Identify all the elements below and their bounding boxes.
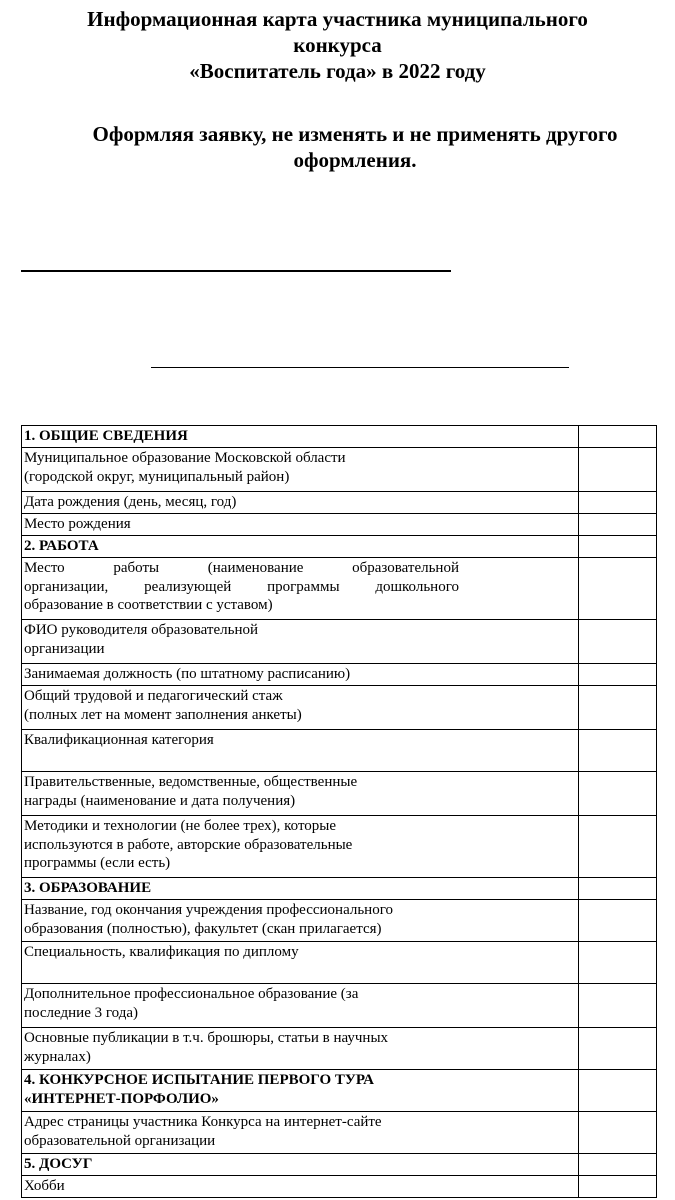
section-row — [22, 426, 657, 448]
field-label — [22, 984, 579, 1028]
field-label — [22, 1028, 579, 1070]
table-row — [22, 558, 657, 620]
label-line: Занимаемая должность (по штатному расписанию) — [24, 666, 351, 682]
table-row — [22, 1176, 657, 1198]
label-line: награды (наименование и дата получения) — [24, 792, 296, 809]
value-cell[interactable] — [579, 1176, 657, 1198]
notice-line: Оформляя заявку, не изменять и не применять другого — [92, 122, 618, 146]
value-cell[interactable] — [579, 1154, 657, 1176]
table-row — [22, 448, 657, 492]
value-cell[interactable] — [579, 1070, 657, 1112]
label-line: программы (если есть) — [24, 855, 171, 871]
label-line: 3. ОБРАЗОВАНИЕ — [24, 880, 152, 896]
label-line: Дополнительное профессиональное образование (за — [24, 986, 359, 1002]
value-cell[interactable] — [579, 492, 657, 514]
value-cell[interactable] — [579, 514, 657, 536]
value-cell[interactable] — [579, 942, 657, 984]
section-heading — [22, 536, 579, 558]
table-row — [22, 686, 657, 730]
label-line: образовательной организации — [24, 1132, 216, 1149]
value-cell[interactable] — [579, 816, 657, 878]
title-line: конкурса — [293, 33, 382, 57]
value-cell[interactable] — [579, 984, 657, 1028]
value-cell[interactable] — [579, 620, 657, 664]
label-line: 5. ДОСУГ — [24, 1156, 93, 1172]
label-line: используются в работе, авторские образовательные — [24, 836, 353, 853]
value-cell[interactable] — [579, 878, 657, 900]
label-line: 1. ОБЩИЕ СВЕДЕНИЯ — [24, 428, 188, 444]
value-cell[interactable] — [579, 426, 657, 448]
section-heading — [22, 426, 579, 448]
table-row — [22, 730, 657, 772]
field-label — [22, 772, 579, 816]
field-label — [22, 730, 579, 772]
field-label — [22, 1176, 579, 1198]
table-row — [22, 772, 657, 816]
label-line: 4. КОНКУРСНОЕ ИСПЫТАНИЕ ПЕРВОГО ТУРА — [24, 1072, 374, 1088]
label-line: (полных лет на момент заполнения анкеты) — [24, 706, 302, 723]
label-line: (городской округ, муниципальный район) — [24, 468, 290, 485]
label-line: Основные публикации в т.ч. брошюры, статьи в научных — [24, 1030, 389, 1046]
section-row — [22, 1070, 657, 1112]
table-row — [22, 492, 657, 514]
field-label — [22, 558, 579, 620]
label-line: «ИНТЕРНЕТ-ПОРФОЛИО» — [24, 1090, 219, 1107]
field-label — [22, 942, 579, 984]
section-row — [22, 536, 657, 558]
field-label — [22, 620, 579, 664]
value-cell[interactable] — [579, 558, 657, 620]
table-row — [22, 514, 657, 536]
label-line: Место рождения — [24, 516, 131, 532]
document-title — [20, 6, 655, 84]
section-heading — [22, 1070, 579, 1112]
field-label — [22, 816, 579, 878]
value-cell[interactable] — [579, 730, 657, 772]
field-label — [22, 448, 579, 492]
field-label — [22, 900, 579, 942]
info-card-table — [21, 425, 657, 1198]
field-label — [22, 514, 579, 536]
title-line: Информационная карта участника муниципального — [87, 7, 588, 31]
field-label — [22, 492, 579, 514]
value-cell[interactable] — [579, 536, 657, 558]
table-row — [22, 1112, 657, 1154]
label-line: Специальность, квалификация по диплому — [24, 944, 299, 960]
blank-line-name[interactable] — [21, 270, 451, 272]
value-cell[interactable] — [579, 1112, 657, 1154]
label-line: журналах) — [24, 1048, 91, 1065]
table-row — [22, 620, 657, 664]
label-line: последние 3 года) — [24, 1004, 138, 1021]
label-line: Квалификационная категория — [24, 732, 214, 748]
label-line: Методики и технологии (не более трех), которые — [24, 818, 337, 834]
value-cell[interactable] — [579, 1028, 657, 1070]
label-line: организации — [24, 640, 105, 657]
label-line: образование в соответствии с уставом) — [24, 597, 273, 613]
value-cell[interactable] — [579, 686, 657, 730]
label-line: Муниципальное образование Московской области — [24, 450, 346, 466]
label-line: 2. РАБОТА — [24, 538, 99, 554]
section-row — [22, 878, 657, 900]
label-line: Дата рождения (день, месяц, год) — [24, 494, 237, 510]
field-label — [22, 686, 579, 730]
field-label — [22, 664, 579, 686]
label-line: Хобби — [24, 1178, 65, 1194]
label-line: Общий трудовой и педагогический стаж — [24, 688, 283, 704]
title-line: «Воспитатель года» в 2022 году — [189, 59, 486, 83]
formatting-notice — [20, 121, 675, 173]
table-row — [22, 900, 657, 942]
label-line: Название, год окончания учреждения профессионального — [24, 902, 393, 918]
section-row — [22, 1154, 657, 1176]
section-heading — [22, 1154, 579, 1176]
label-line: Правительственные, ведомственные, общественные — [24, 774, 358, 790]
section-heading — [22, 878, 579, 900]
table-row — [22, 1028, 657, 1070]
label-line: ФИО руководителя образовательной — [24, 622, 259, 638]
label-line: Место работы (наименование образовательной — [24, 560, 459, 576]
value-cell[interactable] — [579, 900, 657, 942]
table-row — [22, 816, 657, 878]
blank-line-signature[interactable] — [151, 367, 569, 368]
table-row — [22, 664, 657, 686]
value-cell[interactable] — [579, 448, 657, 492]
table-row — [22, 942, 657, 984]
label-line: образования (полностью), факультет (скан прилагается) — [24, 920, 382, 937]
notice-line: оформления. — [293, 148, 417, 172]
label-line: организации, реализующей программы дошкольного — [24, 578, 459, 595]
value-cell[interactable] — [579, 772, 657, 816]
value-cell[interactable] — [579, 664, 657, 686]
label-line: Адрес страницы участника Конкурса на интернет-сайте — [24, 1114, 382, 1130]
field-label — [22, 1112, 579, 1154]
table-row — [22, 984, 657, 1028]
